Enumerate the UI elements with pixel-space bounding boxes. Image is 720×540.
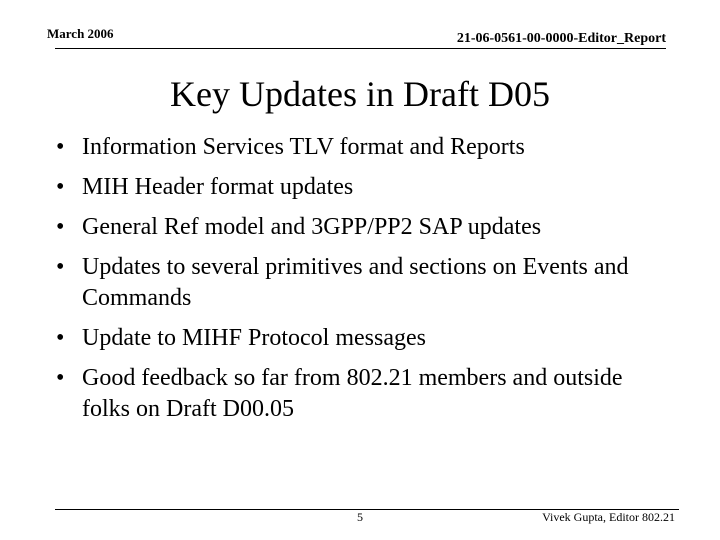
bullet-icon: •: [56, 214, 65, 240]
footer-author: Vivek Gupta, Editor 802.21: [542, 510, 675, 524]
bullet-icon: •: [56, 365, 65, 391]
bullet-icon: •: [56, 134, 65, 160]
bullet-text: Update to MIHF Protocol messages: [82, 325, 426, 351]
page-number: 5: [357, 510, 363, 524]
bullet-text: Good feedback so far from 802.21 members and outside folks on Draft D00.05: [82, 365, 623, 422]
bullet-text: Updates to several primitives and sections on Events and Commands: [82, 254, 629, 311]
header-divider: [55, 48, 666, 49]
bullet-icon: •: [56, 174, 65, 200]
bullet-text: MIH Header format updates: [82, 174, 354, 200]
bullet-item: [56, 363, 676, 425]
bullet-item: [56, 212, 676, 243]
bullet-item: [56, 323, 676, 354]
bullet-text: Information Services TLV format and Reports: [82, 134, 525, 160]
bullet-item: [56, 252, 676, 314]
bullet-text: General Ref model and 3GPP/PP2 SAP updates: [82, 214, 542, 240]
header-date: March 2006: [47, 26, 114, 41]
bullet-item: [56, 172, 676, 203]
bullet-icon: •: [56, 254, 65, 280]
bullet-icon: •: [56, 325, 65, 351]
slide-title: Key Updates in Draft D05: [170, 74, 550, 114]
header-document-id: 21-06-0561-00-0000-Editor_Report: [456, 31, 666, 46]
bullet-list: [56, 132, 676, 434]
bullet-item: [56, 132, 676, 163]
